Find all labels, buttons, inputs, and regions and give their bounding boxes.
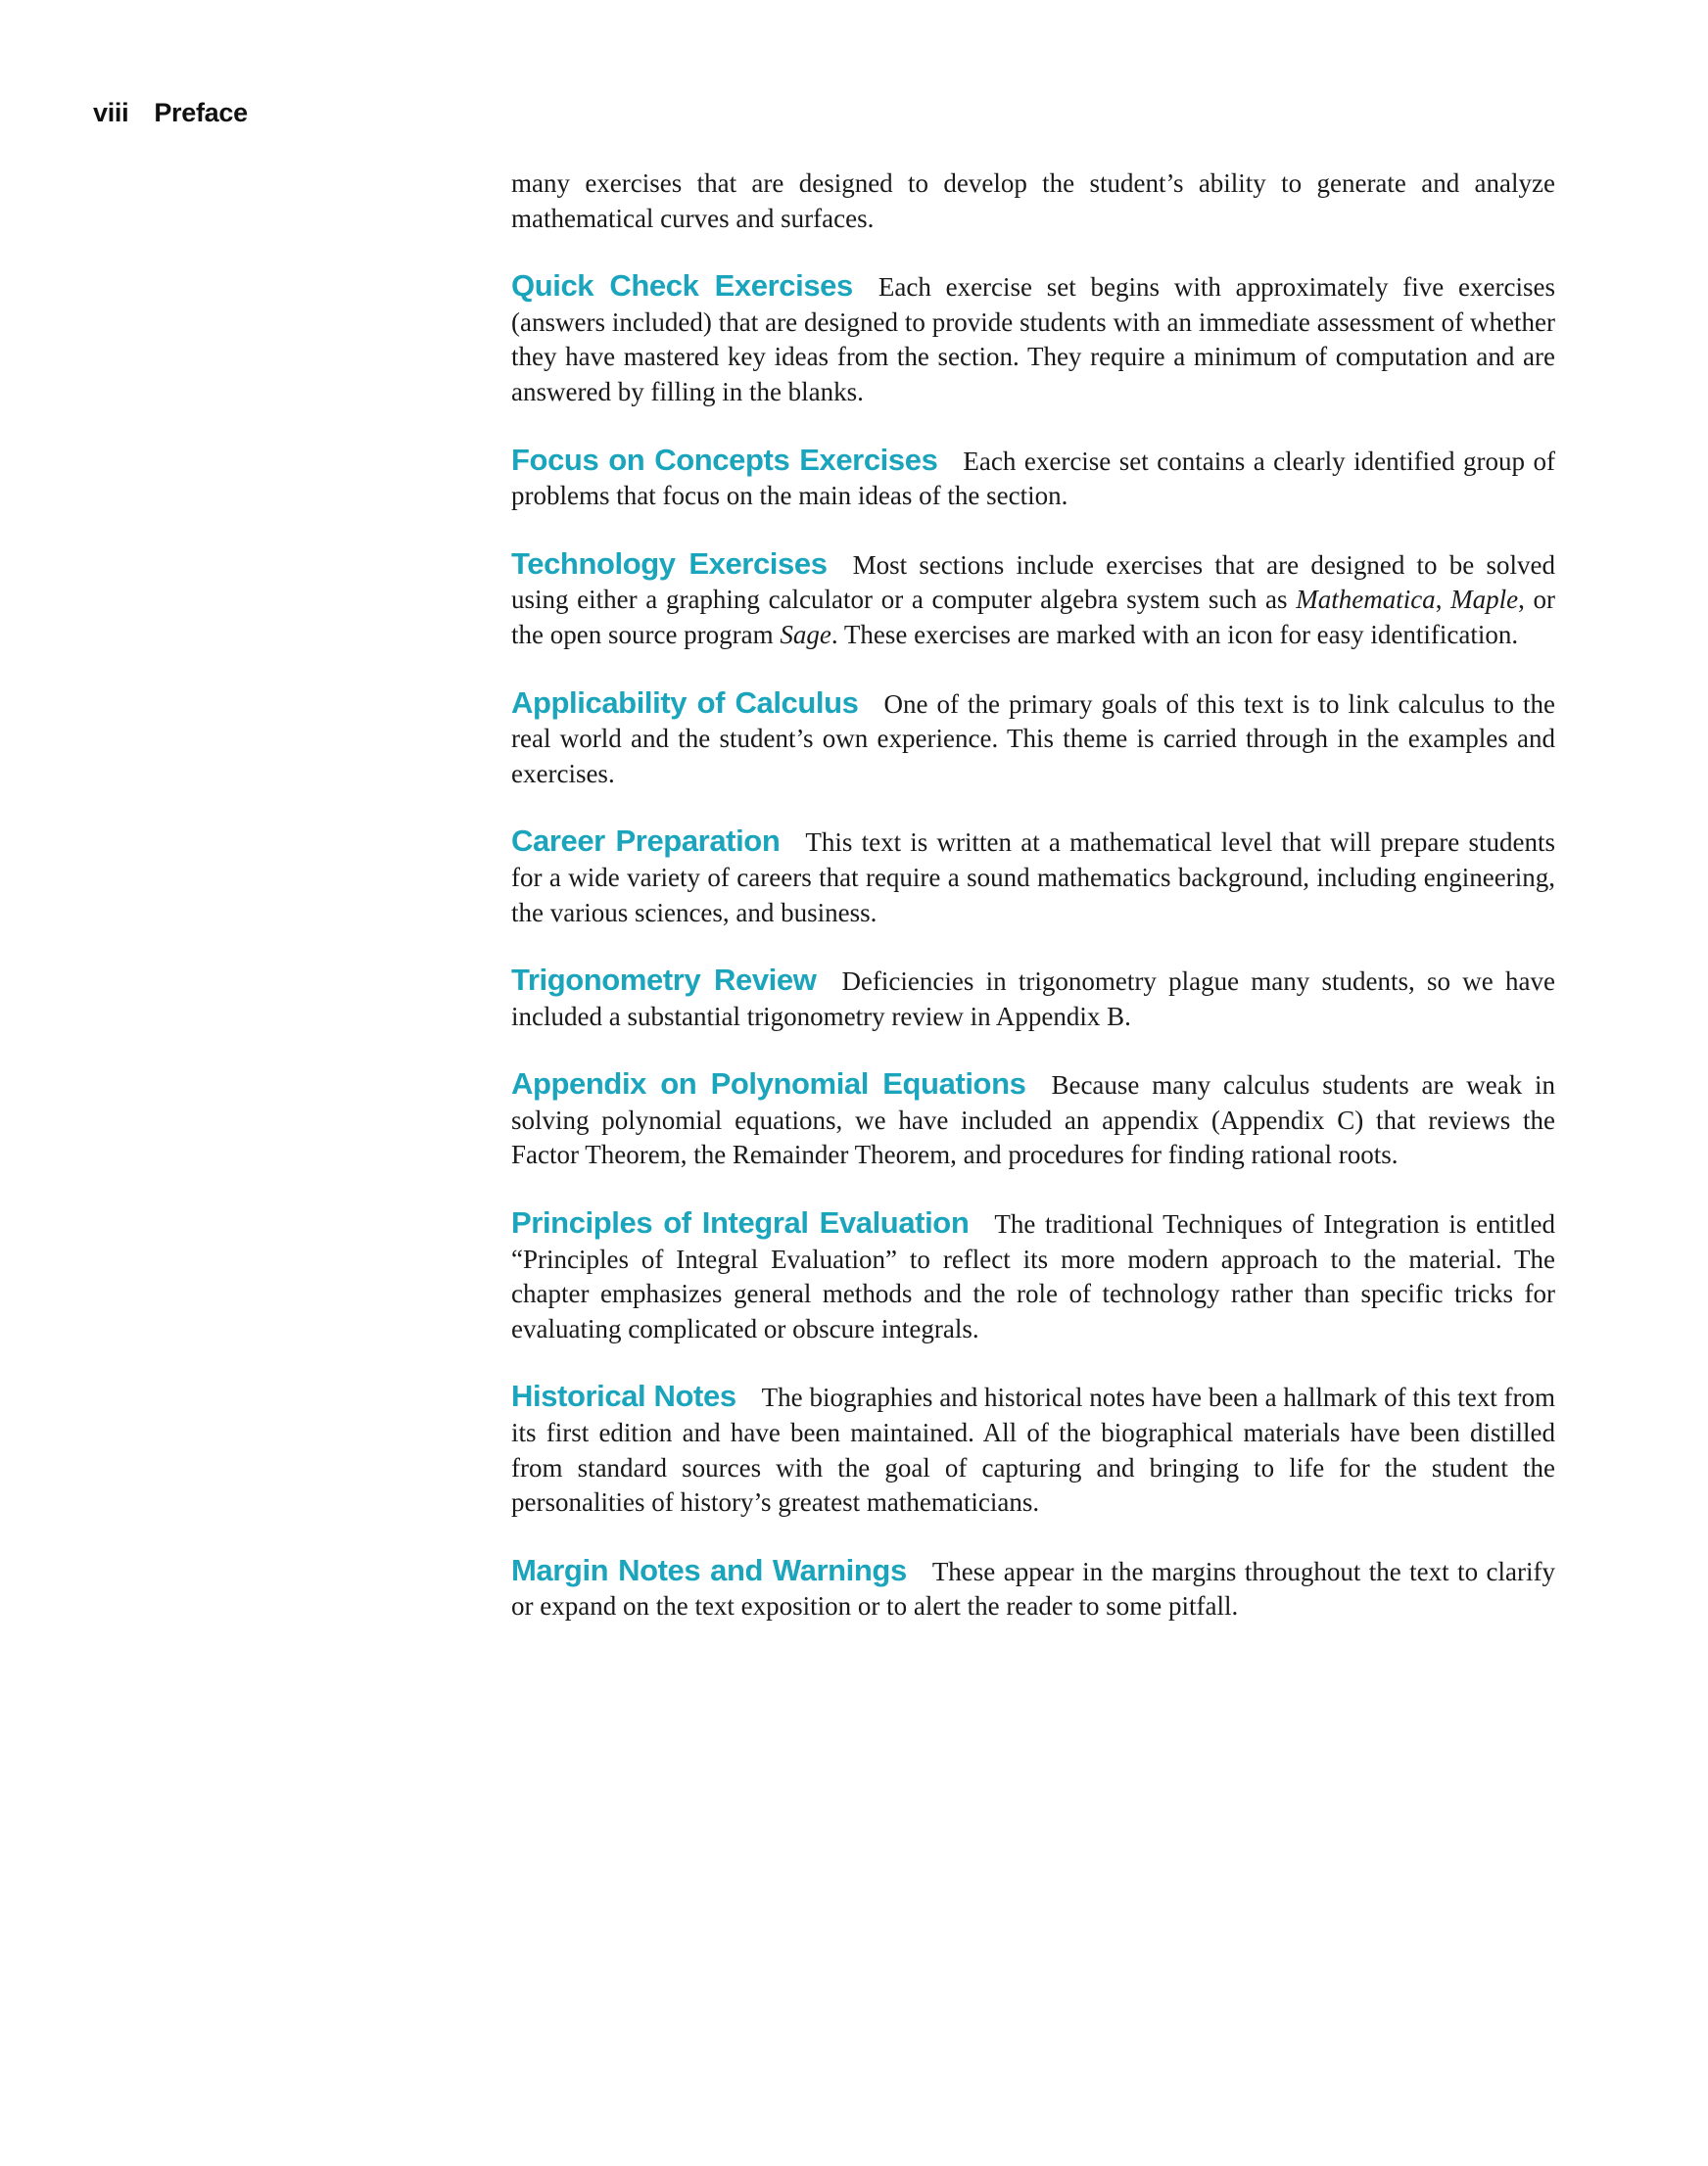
italic-sage: Sage [780, 619, 831, 649]
paragraph-integral-evaluation [511, 1205, 1555, 1346]
paragraph-text: The biographies and historical notes have been a hallmark of this text from its first edition and have been maintained. All of the biographical materials have been distilled from standard sources with the goal of capturing and bringing to life for the student the personalities of history’s greatest mathematicians. [511, 1383, 1555, 1518]
heading-trigonometry-review: Trigonometry Review [511, 963, 817, 998]
paragraph-text: Each exercise set begins with approximately five exercises (answers included) that are designed to provide students with an immediate assessment of whether they have mastered key ideas from the section. They require a minimum of computation and are answered by filling in the blanks. [511, 272, 1555, 406]
heading-focus-on-concepts: Focus on Concepts Exercises [511, 442, 938, 477]
paragraph-text: Deficiencies in trigonometry plague many students, so we have included a substantial trigonometry review in Appendix B. [511, 966, 1555, 1031]
paragraph-focus-on-concepts [511, 443, 1555, 514]
section-title: Preface [154, 98, 248, 127]
paragraph-quick-check [511, 268, 1555, 409]
paragraph-text: Each exercise set contains a clearly identified group of problems that focus on the main ideas of the section. [511, 446, 1555, 511]
paragraph-technology [511, 546, 1555, 653]
heading-applicability: Applicability of Calculus [511, 684, 859, 720]
text-segment: Most sections include exercises that are designed to be solved using either a graphing calculator or a computer algebra system such as [511, 549, 1556, 615]
paragraph-text: Because many calculus students are weak in solving polynomial equations, we have included an appendix (Appendix C) that reviews the Factor Theorem, the Remainder Theorem, and procedures for finding rational roots. [511, 1070, 1555, 1170]
paragraph-polynomial-appendix [511, 1066, 1555, 1173]
heading-career-preparation: Career Preparation [511, 824, 781, 859]
paragraph-text: This text is written at a mathematical level that will prepare students for a wide variety of careers that require a sound mathematics background, including engineering, the various sciences, and business. [511, 827, 1555, 927]
italic-maple: Maple [1450, 585, 1519, 615]
intro-text: many exercises that are designed to develop the student’s ability to generate and analyze mathematical curves and surfaces. [511, 168, 1555, 233]
paragraph-text: One of the primary goals of this text is to link calculus to the real world and the student’s own experience. This theme is carried through in the examples and exercises. [511, 688, 1555, 788]
paragraph-career-preparation [511, 824, 1555, 930]
text-segment: , [1435, 585, 1451, 615]
page-number: viii [93, 98, 129, 127]
heading-integral-evaluation: Principles of Integral Evaluation [511, 1205, 970, 1241]
paragraph-margin-notes [511, 1553, 1555, 1624]
heading-quick-check: Quick Check Exercises [511, 268, 853, 304]
italic-mathematica: Mathematica [1296, 585, 1436, 615]
paragraph-text: These appear in the margins throughout the text to clarify or expand on the text exposition or to alert the reader to some pitfall. [511, 1556, 1555, 1622]
intro-paragraph [511, 166, 1555, 236]
paragraph-trigonometry-review [511, 963, 1555, 1034]
text-segment: , or the open source program [511, 585, 1556, 649]
running-head [93, 98, 248, 128]
paragraph-historical-notes [511, 1379, 1555, 1520]
page-body [511, 166, 1555, 1657]
heading-technology: Technology Exercises [511, 545, 828, 581]
heading-polynomial-appendix: Appendix on Polynomial Equations [511, 1066, 1026, 1102]
heading-margin-notes: Margin Notes and Warnings [511, 1552, 907, 1587]
heading-historical-notes: Historical Notes [511, 1379, 736, 1414]
text-segment: . These exercises are marked with an icon for easy identification. [830, 619, 1519, 649]
paragraph-applicability [511, 685, 1555, 792]
paragraph-text: The traditional Techniques of Integration is entitled “Principles of Integral Evaluation” to reflect its more modern approach to the material. The chapter emphasizes general methods and the role of technology rather than specific tricks for evaluating complicated or obscure integrals. [511, 1209, 1556, 1343]
